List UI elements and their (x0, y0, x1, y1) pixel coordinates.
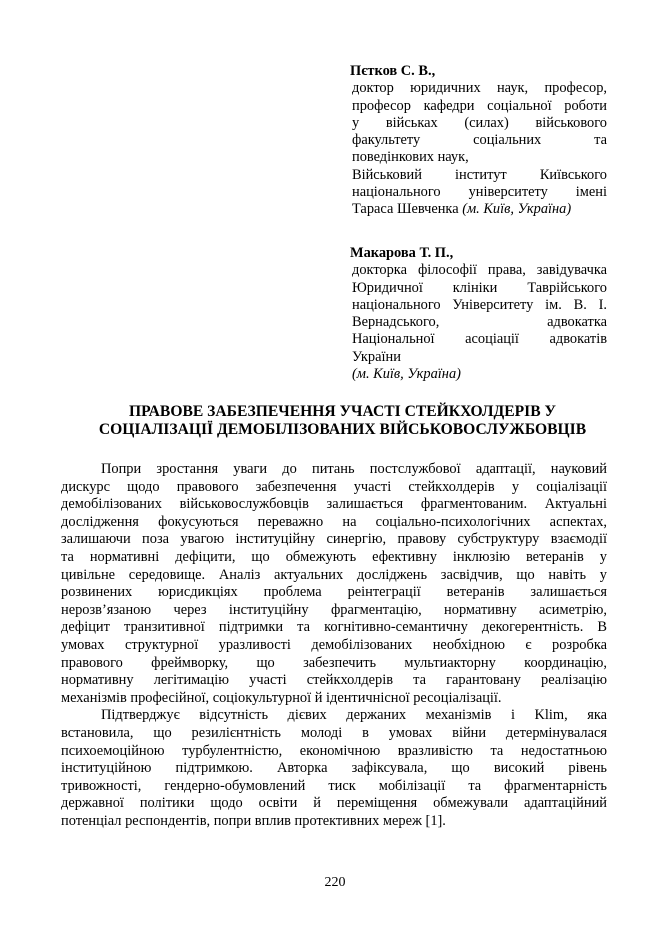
body-line: дискурс щодо правового забезпечення участі стейкхолдерів у соціалізації (61, 478, 607, 495)
body-line: розвинених юрисдикціях проблема реінтеграції ветеранів залишається (61, 584, 607, 601)
affiliation-line: Військовий інститут Київського (352, 166, 607, 183)
body-line: механізмів професійної, соціокультурної й ідентичнісної ресоціалізації. (61, 689, 502, 706)
title-line: ПРАВОВЕ ЗАБЕЗПЕЧЕННЯ УЧАСТІ СТЕЙКХОЛДЕРІВ У (129, 403, 556, 420)
author-location: (м. Київ, Україна) (462, 201, 572, 218)
body-line: правового фреймворку, що забезпечить мультиакторну координацію, (61, 654, 607, 671)
body-line: демобілізованих військовослужбовців залишається фрагментованим. Актуальні (61, 496, 607, 513)
body-line: залишаючи поза увагою інституційну синергію, правову субструктуру взаємодії (61, 531, 607, 548)
affiliation-line: національного Університету ім. В. І. (352, 296, 607, 313)
affiliation-line: Юридичної клініки Таврійського (352, 279, 607, 296)
affiliation-line: факультету соціальних та (352, 132, 607, 149)
affiliation-line: у військах (силах) військового (352, 114, 607, 131)
body-line: та нормативні дефіцити, що обмежують ефективну інклюзію ветеранів у (61, 548, 607, 565)
article-title (60, 403, 625, 439)
body-line: нормативну легітимацію участі стейкхолдерів та гарантовану реалізацію (61, 672, 607, 689)
affiliation-line: Вернадського, адвокатка (352, 314, 607, 331)
body-line: інституційною підтримкою. Авторка зафіксувала, що високий рівень (61, 760, 607, 777)
author-location: (м. Київ, Україна) (352, 366, 461, 383)
body-line: Підтверджує відсутність дієвих держаних механізмів і Klim, яка (101, 707, 607, 724)
body-line: дефіцит транзитивної підтримки та когнітивно-семантичну декогерентність. В (61, 619, 607, 636)
title-line: СОЦІАЛІЗАЦІЇ ДЕМОБІЛІЗОВАНИХ ВІЙСЬКОВОСЛУЖБОВЦІВ (98, 421, 587, 438)
page-number: 220 (324, 875, 346, 890)
article-body (61, 461, 607, 830)
affiliation-line: докторка філософії права, завідувачка (352, 262, 607, 279)
affiliation-line: національного університету імені (352, 184, 607, 201)
affiliation-line (352, 201, 607, 218)
body-line: умовах структурної уразливості демобілізованих необхідною є розробка (61, 636, 607, 653)
body-line: психоемоційною турбулентністю, економічною вразливістю та недостатньою (61, 742, 607, 759)
affiliation-line: професор кафедри соціальної роботи (352, 97, 607, 114)
body-line: дослідження фокусуються переважно на соціально-психологічних аспектах, (61, 513, 607, 530)
affiliation-line: України (352, 348, 401, 365)
body-line: потенціал респондентів, попри вплив протективних мереж [1]. (61, 812, 446, 829)
body-line: встановила, що резилієнтність молоді в умовах війни детермінувалася (61, 724, 607, 741)
author-name: Макарова Т. П., (350, 245, 454, 261)
author-block-2 (352, 245, 607, 383)
body-line: тривожності, гендерно-обумовлений тиск мобілізації та фрагментарність (61, 777, 607, 794)
author-name: Пєтков С. В., (350, 63, 436, 79)
affiliation-line: доктор юридичних наук, професор, (352, 80, 607, 97)
affiliation-line: Національної асоціації адвокатів (352, 331, 607, 348)
body-line: державної політики щодо освіти й переміщення обмежували адаптаційний (61, 795, 607, 812)
body-line: нерозв’язаною через інституційну фрагментацію, нормативну асиметрію, (61, 601, 607, 618)
affiliation-line: поведінкових наук, (352, 149, 469, 166)
author-block-1 (352, 63, 607, 219)
body-line: цивільне середовище. Аналіз актуальних досліджень засвідчив, що навіть у (61, 566, 607, 583)
body-line: Попри зростання уваги до питань постслужбової адаптації, науковий (101, 461, 607, 477)
affiliation-text: Тараса Шевченка (352, 201, 459, 218)
